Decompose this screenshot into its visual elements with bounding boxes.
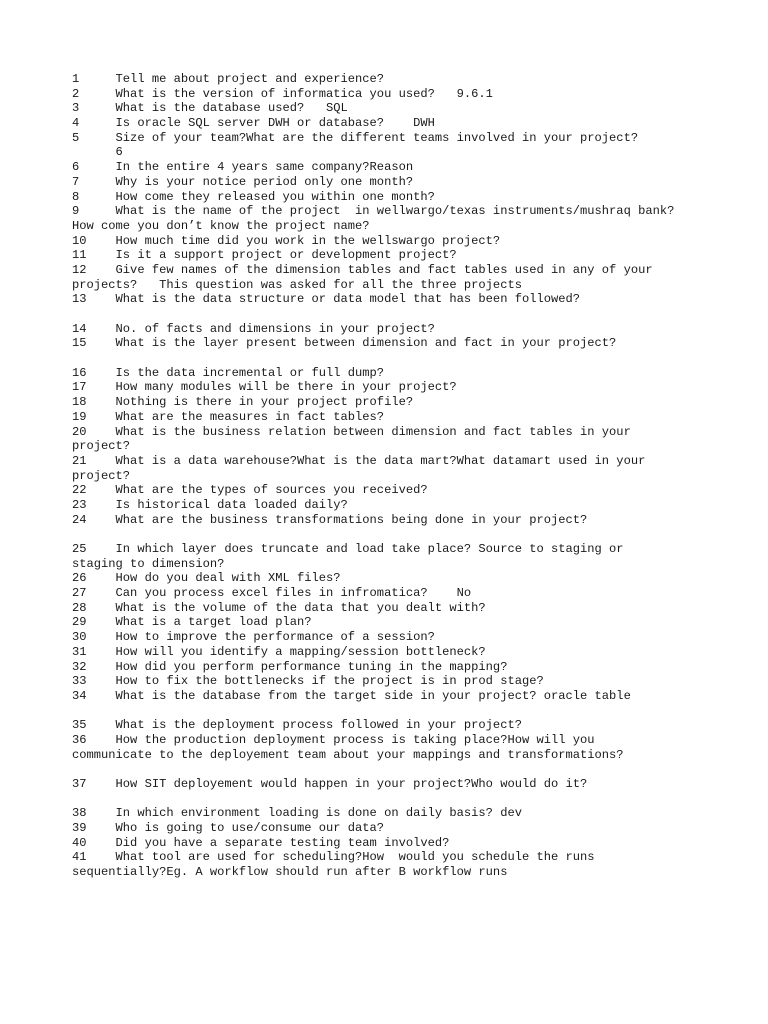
document-line: 27 Can you process excel files in infromatica? No	[72, 586, 472, 601]
document-line: 32 How did you perform performance tuning in the mapping?	[72, 659, 508, 674]
document-line: 39 Who is going to use/consume our data?	[72, 821, 385, 836]
document-line: 18 Nothing is there in your project profile?	[72, 395, 414, 410]
document-line: 6	[72, 145, 123, 160]
blank-line	[72, 762, 712, 777]
document-line: How come you don’t know the project name?	[72, 218, 370, 233]
document-line: 5 Size of your team?What are the different teams involved in your project?	[72, 130, 639, 145]
document-line: 2 What is the version of informatica you used? 9.6.1	[72, 86, 493, 101]
document-line: 12 Give few names of the dimension tables and fact tables used in any of your	[72, 262, 653, 277]
document-line: 14 No. of facts and dimensions in your project?	[72, 321, 435, 336]
blank-line	[72, 351, 712, 366]
document-line: project?	[72, 468, 131, 483]
document-line: 13 What is the data structure or data model that has been followed?	[72, 292, 581, 307]
document-line: projects? This question was asked for all the three projects	[72, 277, 522, 292]
document-line: 3 What is the database used? SQL	[72, 101, 348, 116]
document-line: 37 How SIT deployement would happen in your project?Who would do it?	[72, 777, 588, 791]
document-line: 21 What is a data warehouse?What is the data mart?What datamart used in your	[72, 453, 646, 468]
document-line: 20 What is the business relation between dimension and fact tables in your	[72, 424, 631, 439]
document-line: 1 Tell me about project and experience?	[72, 72, 385, 86]
document-line: communicate to the deployement team about your mappings and transformations?	[72, 747, 624, 762]
document-line: 8 How come they released you within one month?	[72, 189, 435, 204]
document-line: 22 What are the types of sources you received?	[72, 483, 428, 498]
document-line: 41 What tool are used for scheduling?How would you schedule the runs	[72, 850, 595, 865]
document-line: 28 What is the volume of the data that you dealt with?	[72, 600, 486, 615]
document-line: 30 How to improve the performance of a session?	[72, 630, 435, 645]
document-line: 17 How many modules will be there in your project?	[72, 380, 457, 395]
document-line: 7 Why is your notice period only one month?	[72, 174, 414, 189]
document-line: 23 Is historical data loaded daily?	[72, 497, 348, 512]
interview-questions-text	[72, 72, 712, 880]
document-line: project?	[72, 439, 131, 454]
blank-line	[72, 307, 712, 322]
document-line: 35 What is the deployment process followed in your project?	[72, 718, 522, 733]
document-line: 40 Did you have a separate testing team involved?	[72, 835, 450, 850]
blank-line	[72, 792, 712, 807]
document-line: 11 Is it a support project or development project?	[72, 248, 457, 263]
document-line: 38 In which environment loading is done on daily basis? dev	[72, 806, 522, 821]
document-line: staging to dimension?	[72, 556, 225, 571]
document-line: 33 How to fix the bottlenecks if the project is in prod stage?	[72, 674, 544, 689]
document-line: 4 Is oracle SQL server DWH or database? DWH	[72, 116, 435, 131]
blank-line	[72, 704, 712, 719]
document-line: 10 How much time did you work in the wellswargo project?	[72, 233, 501, 248]
document-line: 29 What is a target load plan?	[72, 615, 312, 630]
document-line: 19 What are the measures in fact tables?	[72, 409, 385, 424]
document-line: sequentially?Eg. A workflow should run after B workflow runs	[72, 865, 508, 880]
document-line: 15 What is the layer present between dimension and fact in your project?	[72, 336, 617, 351]
document-line: 6 In the entire 4 years same company?Reason	[72, 160, 414, 175]
document-line: 31 How will you identify a mapping/session bottleneck?	[72, 644, 486, 659]
blank-line	[72, 527, 712, 542]
document-line: 26 How do you deal with XML files?	[72, 571, 341, 586]
document-line: 36 How the production deployment process is taking place?How will you	[72, 732, 595, 747]
document-line: 34 What is the database from the target side in your project? oracle table	[72, 688, 631, 703]
document-line: 24 What are the business transformations being done in your project?	[72, 512, 588, 527]
document-line: 16 Is the data incremental or full dump?	[72, 365, 385, 380]
document-line: 9 What is the name of the project in wellwargo/texas instruments/mushraq bank?	[72, 204, 675, 219]
document-line: 25 In which layer does truncate and load take place? Source to staging or	[72, 542, 624, 556]
